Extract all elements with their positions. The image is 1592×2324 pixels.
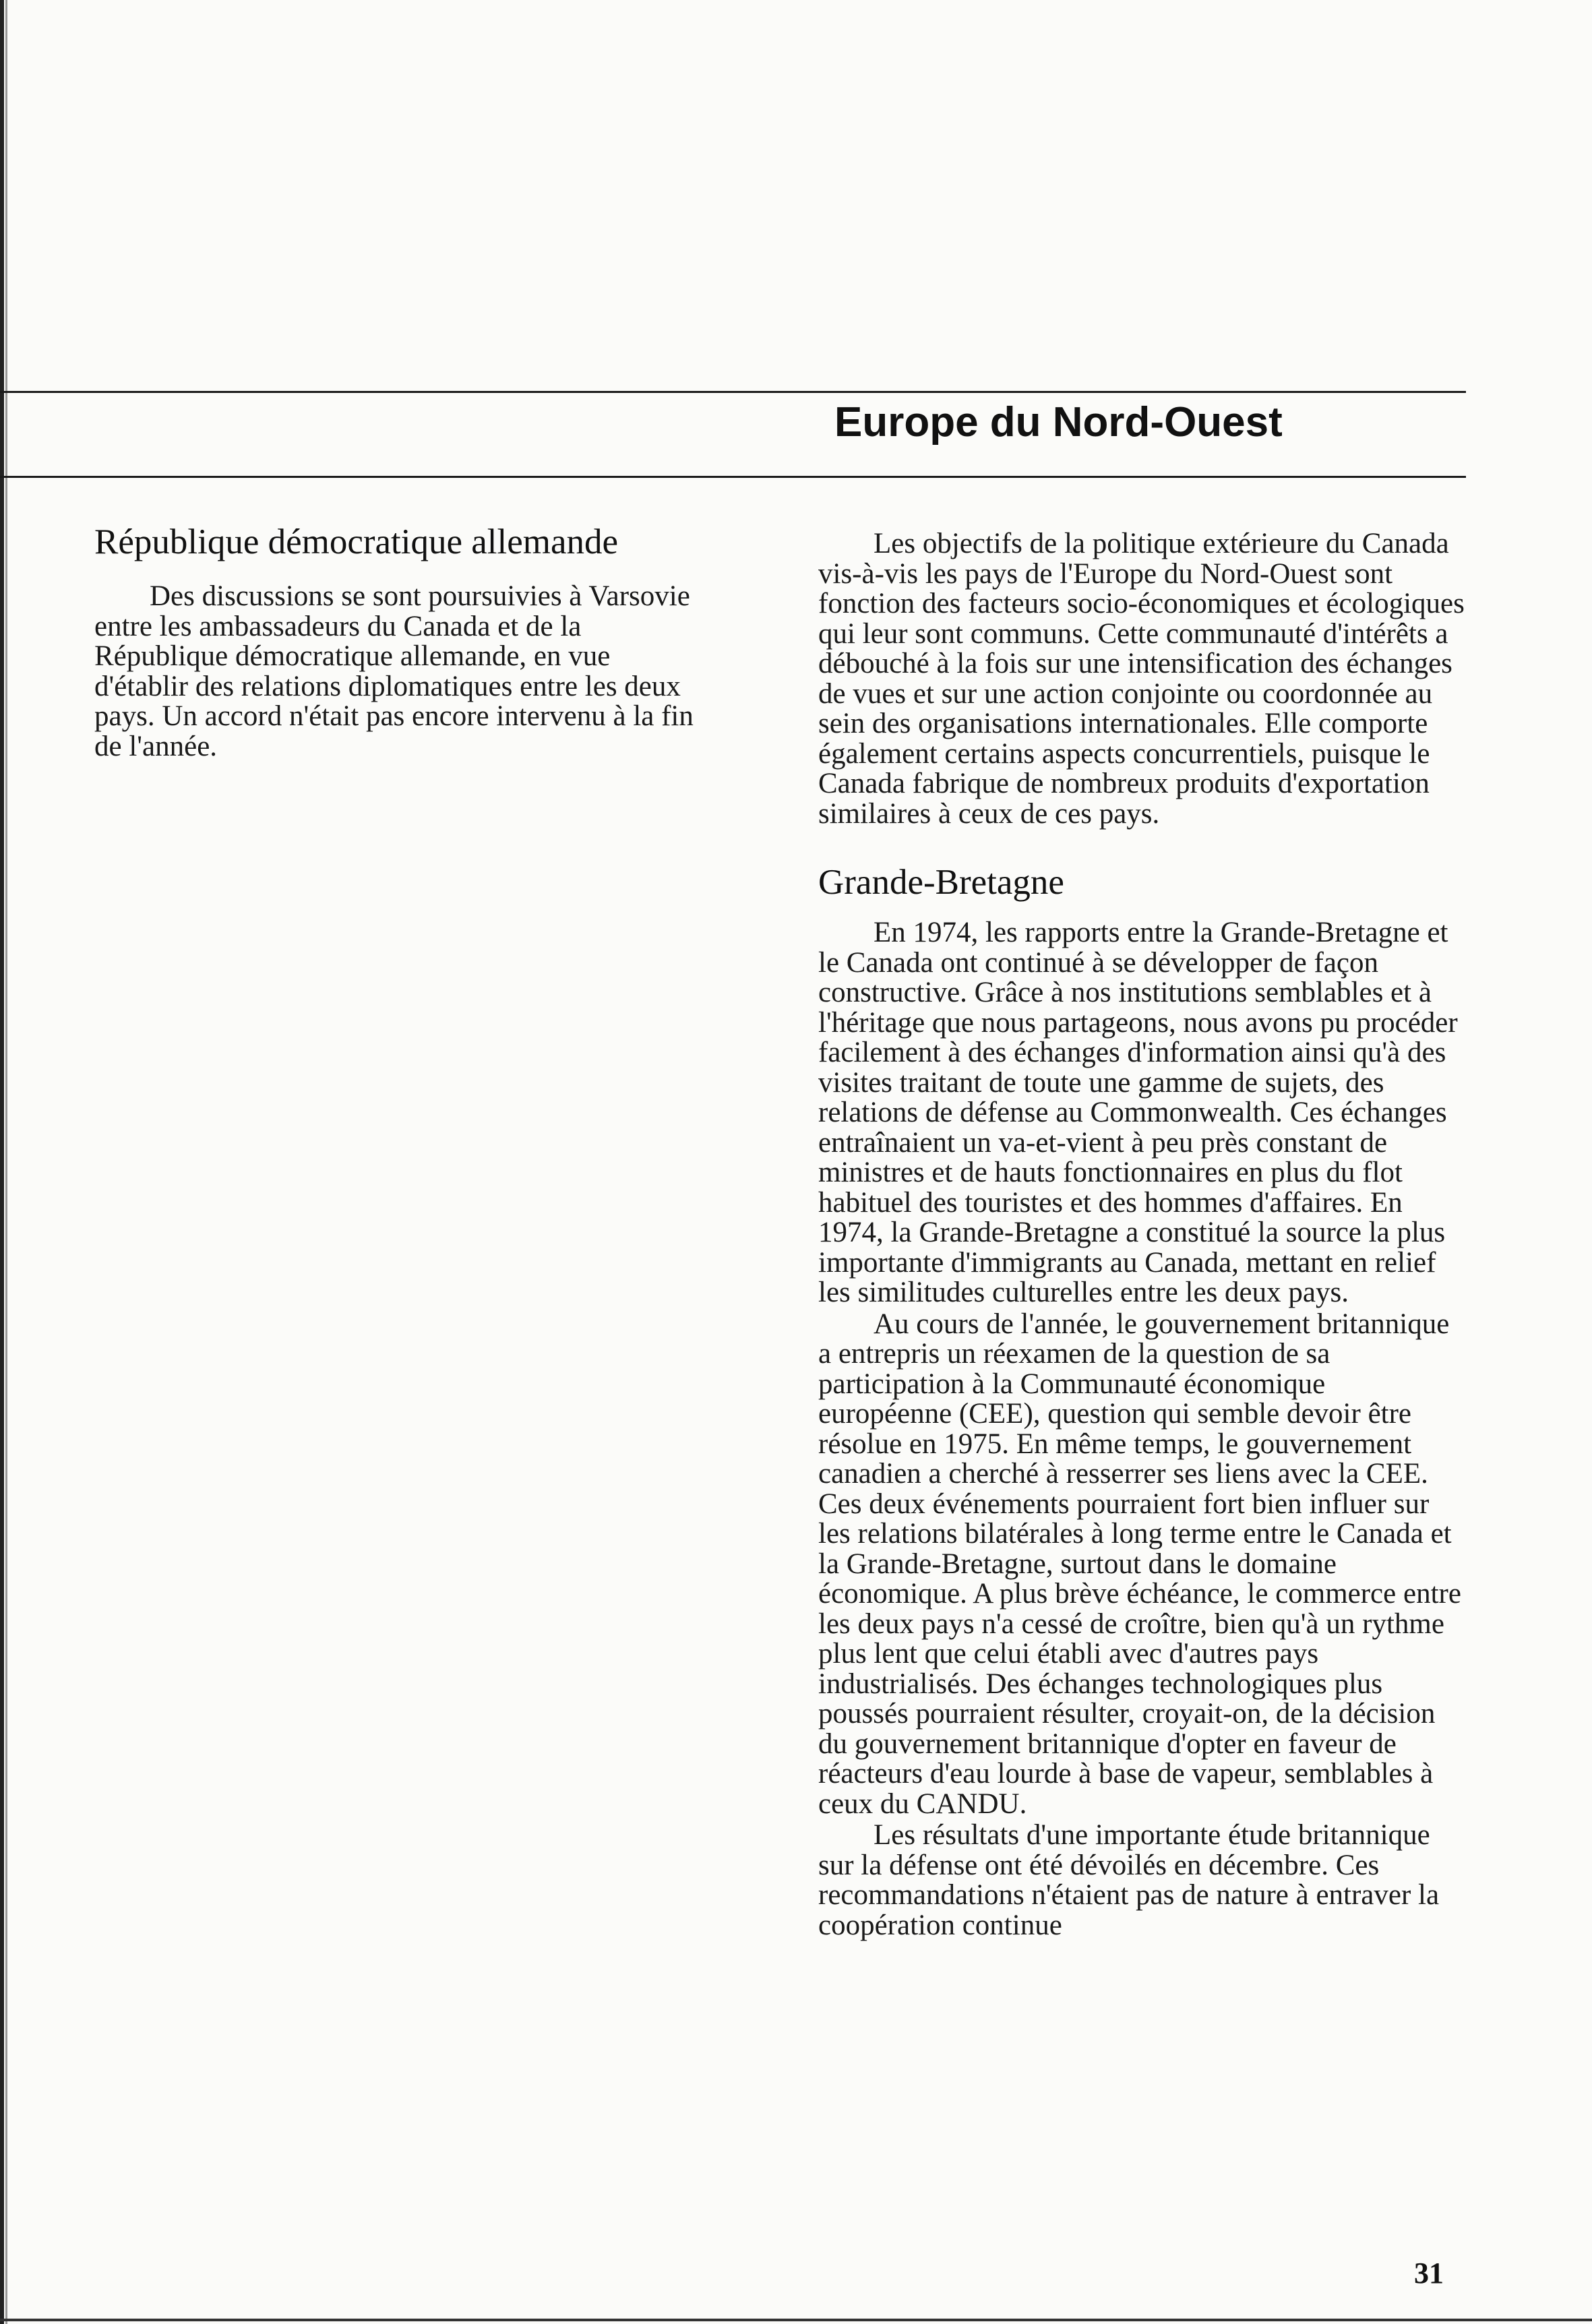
right-column bbox=[818, 529, 1465, 1940]
binding-edge bbox=[0, 0, 4, 2324]
section-title: Europe du Nord-Ouest bbox=[834, 399, 1283, 446]
paragraph-gb-1: En 1974, les rapports entre la Grande-Bretagne et le Canada ont continué à se développer de façon constructive. Grâce à nos institutions semblables et à l'héritage que nous partageons, nous avons pu procéder facilement à des échanges d'information ainsi qu'à des visites traitant de toute une gamme de sujets, des relations de défense au Commonwealth. Ces échanges entraînaient un va-et-vient à peu près constant de ministres et de hauts fonctionnaires en plus du flot habituel des touristes et des hommes d'affaires. En 1974, la Grande-Bretagne a constitué la source la plus importante d'immigrants au Canada, mettant en relief les similitudes culturelles entre les deux pays. bbox=[818, 917, 1458, 1309]
heading-gdr: République démocratique allemande bbox=[94, 522, 619, 561]
intro-paragraph: Les objectifs de la politique extérieure du Canada vis-à-vis les pays de l'Europe du Nord-Ouest sont fonction des facteurs socio-économiques et écologiques qui leur sont communs. Cette communauté d'intérêts a débouché à la fois sur une intensification des échanges de vues et sur une action conjointe ou coordonnée au sein des organisations internationales. Elle comporte également certains aspects concurrentiels, puisque le Canada fabrique de nombreux produits d'exportation similaires à ceux de ces pays. bbox=[818, 528, 1465, 830]
paragraph-gb-3: Les résultats d'une importante étude britannique sur la défense ont été dévoilés en décembre. Ces recommandations n'étaient pas de nature à entraver la coopération continue bbox=[818, 1819, 1440, 1941]
binding-edge-shadow bbox=[5, 0, 7, 2324]
header-rule-bottom bbox=[0, 476, 1466, 478]
heading-great-britain: Grande-Bretagne bbox=[818, 863, 1064, 902]
paragraph-gb-2: Au cours de l'année, le gouvernement britannique a entrepris un réexamen de la question de sa participation à la Communauté économique européenne (CEE), question qui semble devoir être résolue en 1975. En même temps, le gouvernement canadien a cherché à resserrer ses liens avec la CEE. Ces deux événements pourraient fort bien influer sur les relations bilatérales à long terme entre le Canada et la Grande-Bretagne, surtout dans le domaine économique. A plus brève échéance, le commerce entre les deux pays n'a cessé de croître, bien qu'à un rythme plus lent que celui établi avec d'autres pays industrialisés. Des échanges technologiques plus poussés pourraient résulter, croyait-on, de la décision du gouvernement britannique d'opter en faveur de réacteurs d'eau lourde à base de vapeur, semblables à ceux du CANDU. bbox=[818, 1308, 1461, 1820]
header-rule-top bbox=[0, 391, 1466, 393]
page-number: 31 bbox=[1414, 2257, 1444, 2290]
left-column bbox=[94, 522, 701, 762]
paragraph-gdr: Des discussions se sont poursuivies à Varsovie entre les ambassadeurs du Canada et de la République démocratique allemande, en vue d'établir des relations diplomatiques entre les deux pays. Un accord n'était pas encore intervenu à la fin de l'année. bbox=[94, 580, 694, 762]
bottom-edge bbox=[0, 2319, 1592, 2321]
